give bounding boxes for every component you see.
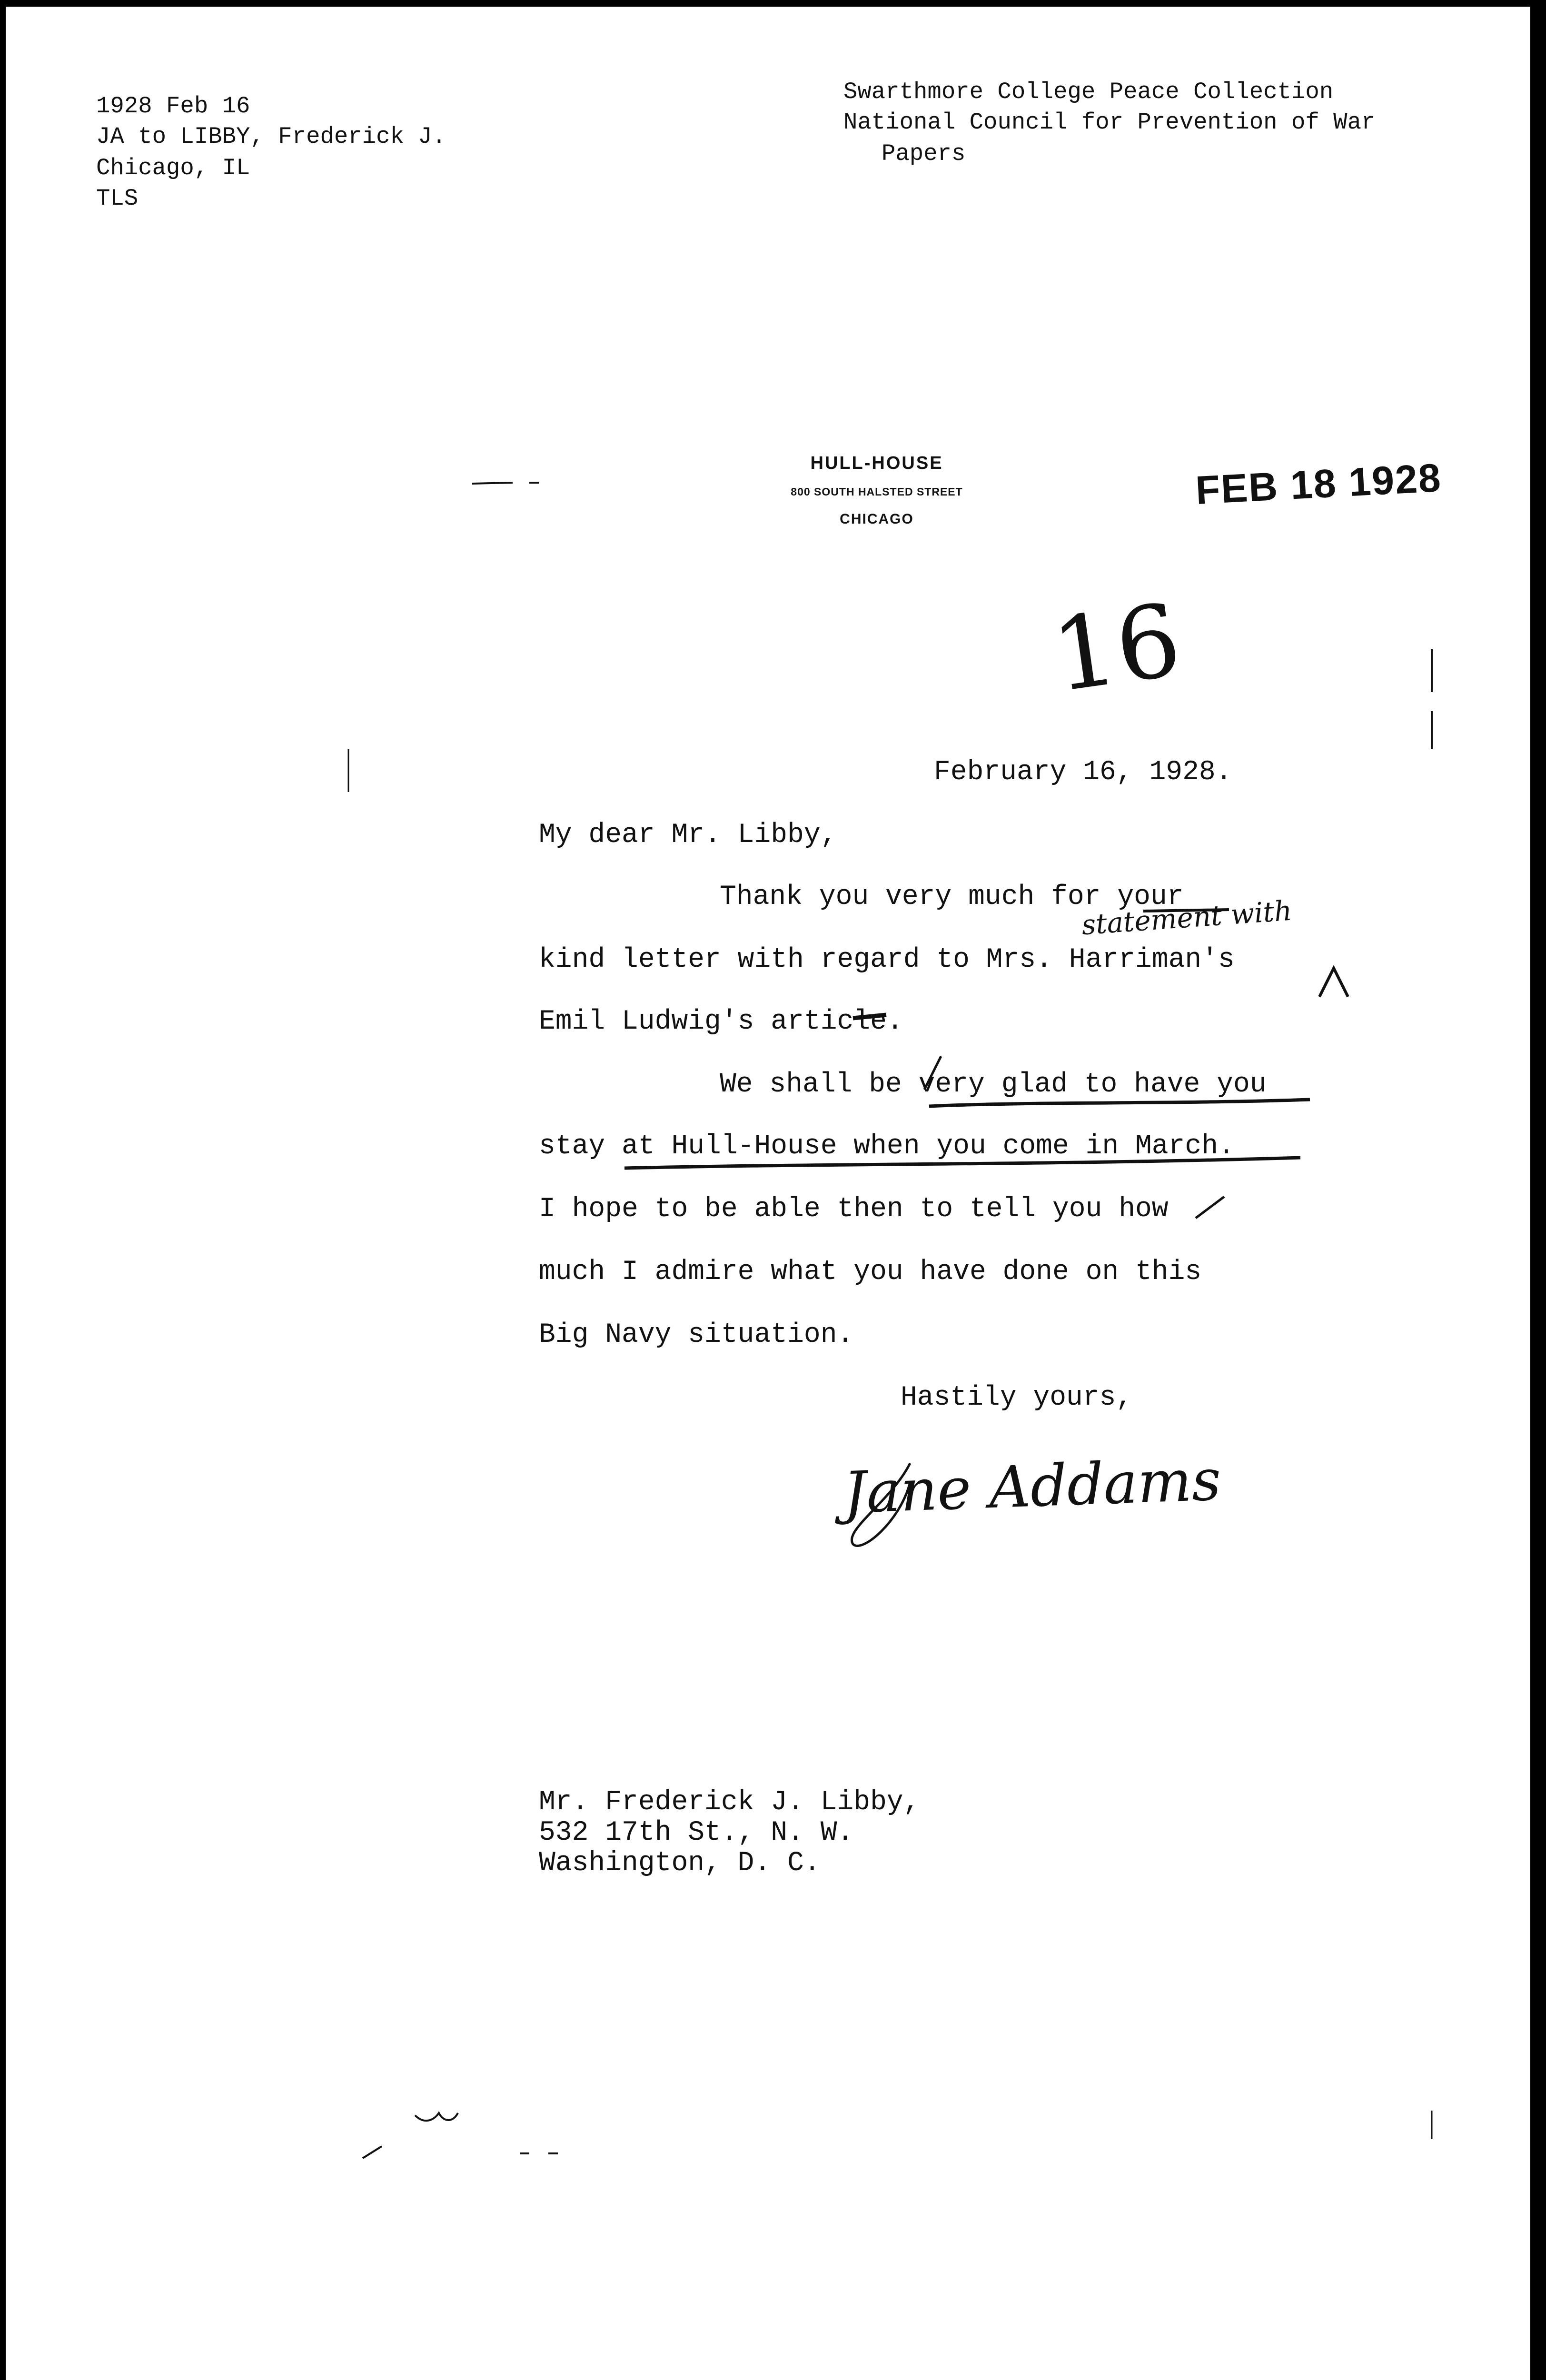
letter-salutation: My dear Mr. Libby, <box>539 820 837 851</box>
citation-type: TLS <box>96 185 139 212</box>
stray-mark <box>363 2146 558 2158</box>
underline-mark <box>929 1100 1310 1106</box>
stray-mark <box>415 2113 458 2121</box>
letter-line: We shall be very glad to have you <box>720 1069 1267 1100</box>
letter-line: much I admire what you have done on this <box>539 1257 1202 1288</box>
collection-series: National Council for Prevention of War <box>843 109 1376 136</box>
collection-papers: Papers <box>882 140 966 167</box>
letter-line: Thank you very much for your <box>720 882 1184 912</box>
received-date-stamp: FEB 18 1928 <box>1194 455 1443 513</box>
insertion-caret-mark <box>1319 968 1348 997</box>
letter-line: stay at Hull-House when you come in March. <box>539 1131 1235 1162</box>
strike-mark <box>853 1015 886 1018</box>
letter-line: kind letter with regard to Mrs. Harriman's <box>539 944 1235 975</box>
collection-name: Swarthmore College Peace Collection <box>843 79 1334 105</box>
separator-slash-mark <box>924 1056 941 1090</box>
underline-mark <box>624 1158 1300 1168</box>
stray-mark <box>472 483 539 484</box>
signature: Jane Addams <box>842 1447 1222 1527</box>
letter-date: February 16, 1928. <box>934 757 1232 788</box>
letter-closing: Hastily yours, <box>901 1382 1133 1413</box>
handwritten-insertion: statement with <box>1080 894 1293 942</box>
address-line: 532 17th St., N. W. <box>539 1817 854 1848</box>
letterhead-city: CHICAGO <box>840 511 914 527</box>
letterhead-name: HULL-HOUSE <box>810 453 943 473</box>
citation-correspondents: JA to LIBBY, Frederick J. <box>96 123 446 150</box>
address-line: Washington, D. C. <box>539 1848 821 1879</box>
citation-date: 1928 Feb 16 <box>96 93 250 119</box>
citation-place: Chicago, IL <box>96 155 250 181</box>
separator-slash-mark <box>1196 1197 1224 1218</box>
letterhead-street: 800 SOUTH HALSTED STREET <box>791 486 963 498</box>
handwritten-folio-number: 16 <box>1045 581 1188 715</box>
letter-page <box>6 7 1530 2380</box>
address-line: Mr. Frederick J. Libby, <box>539 1787 920 1818</box>
letter-line: Emil Ludwig's article. <box>539 1006 903 1037</box>
handwritten-marks <box>6 7 1530 2380</box>
signature-flourish-mark <box>852 1463 910 1546</box>
letter-line: I hope to be able then to tell you how <box>539 1194 1169 1225</box>
underline-mark <box>1143 910 1229 911</box>
letter-line: Big Navy situation. <box>539 1319 854 1350</box>
